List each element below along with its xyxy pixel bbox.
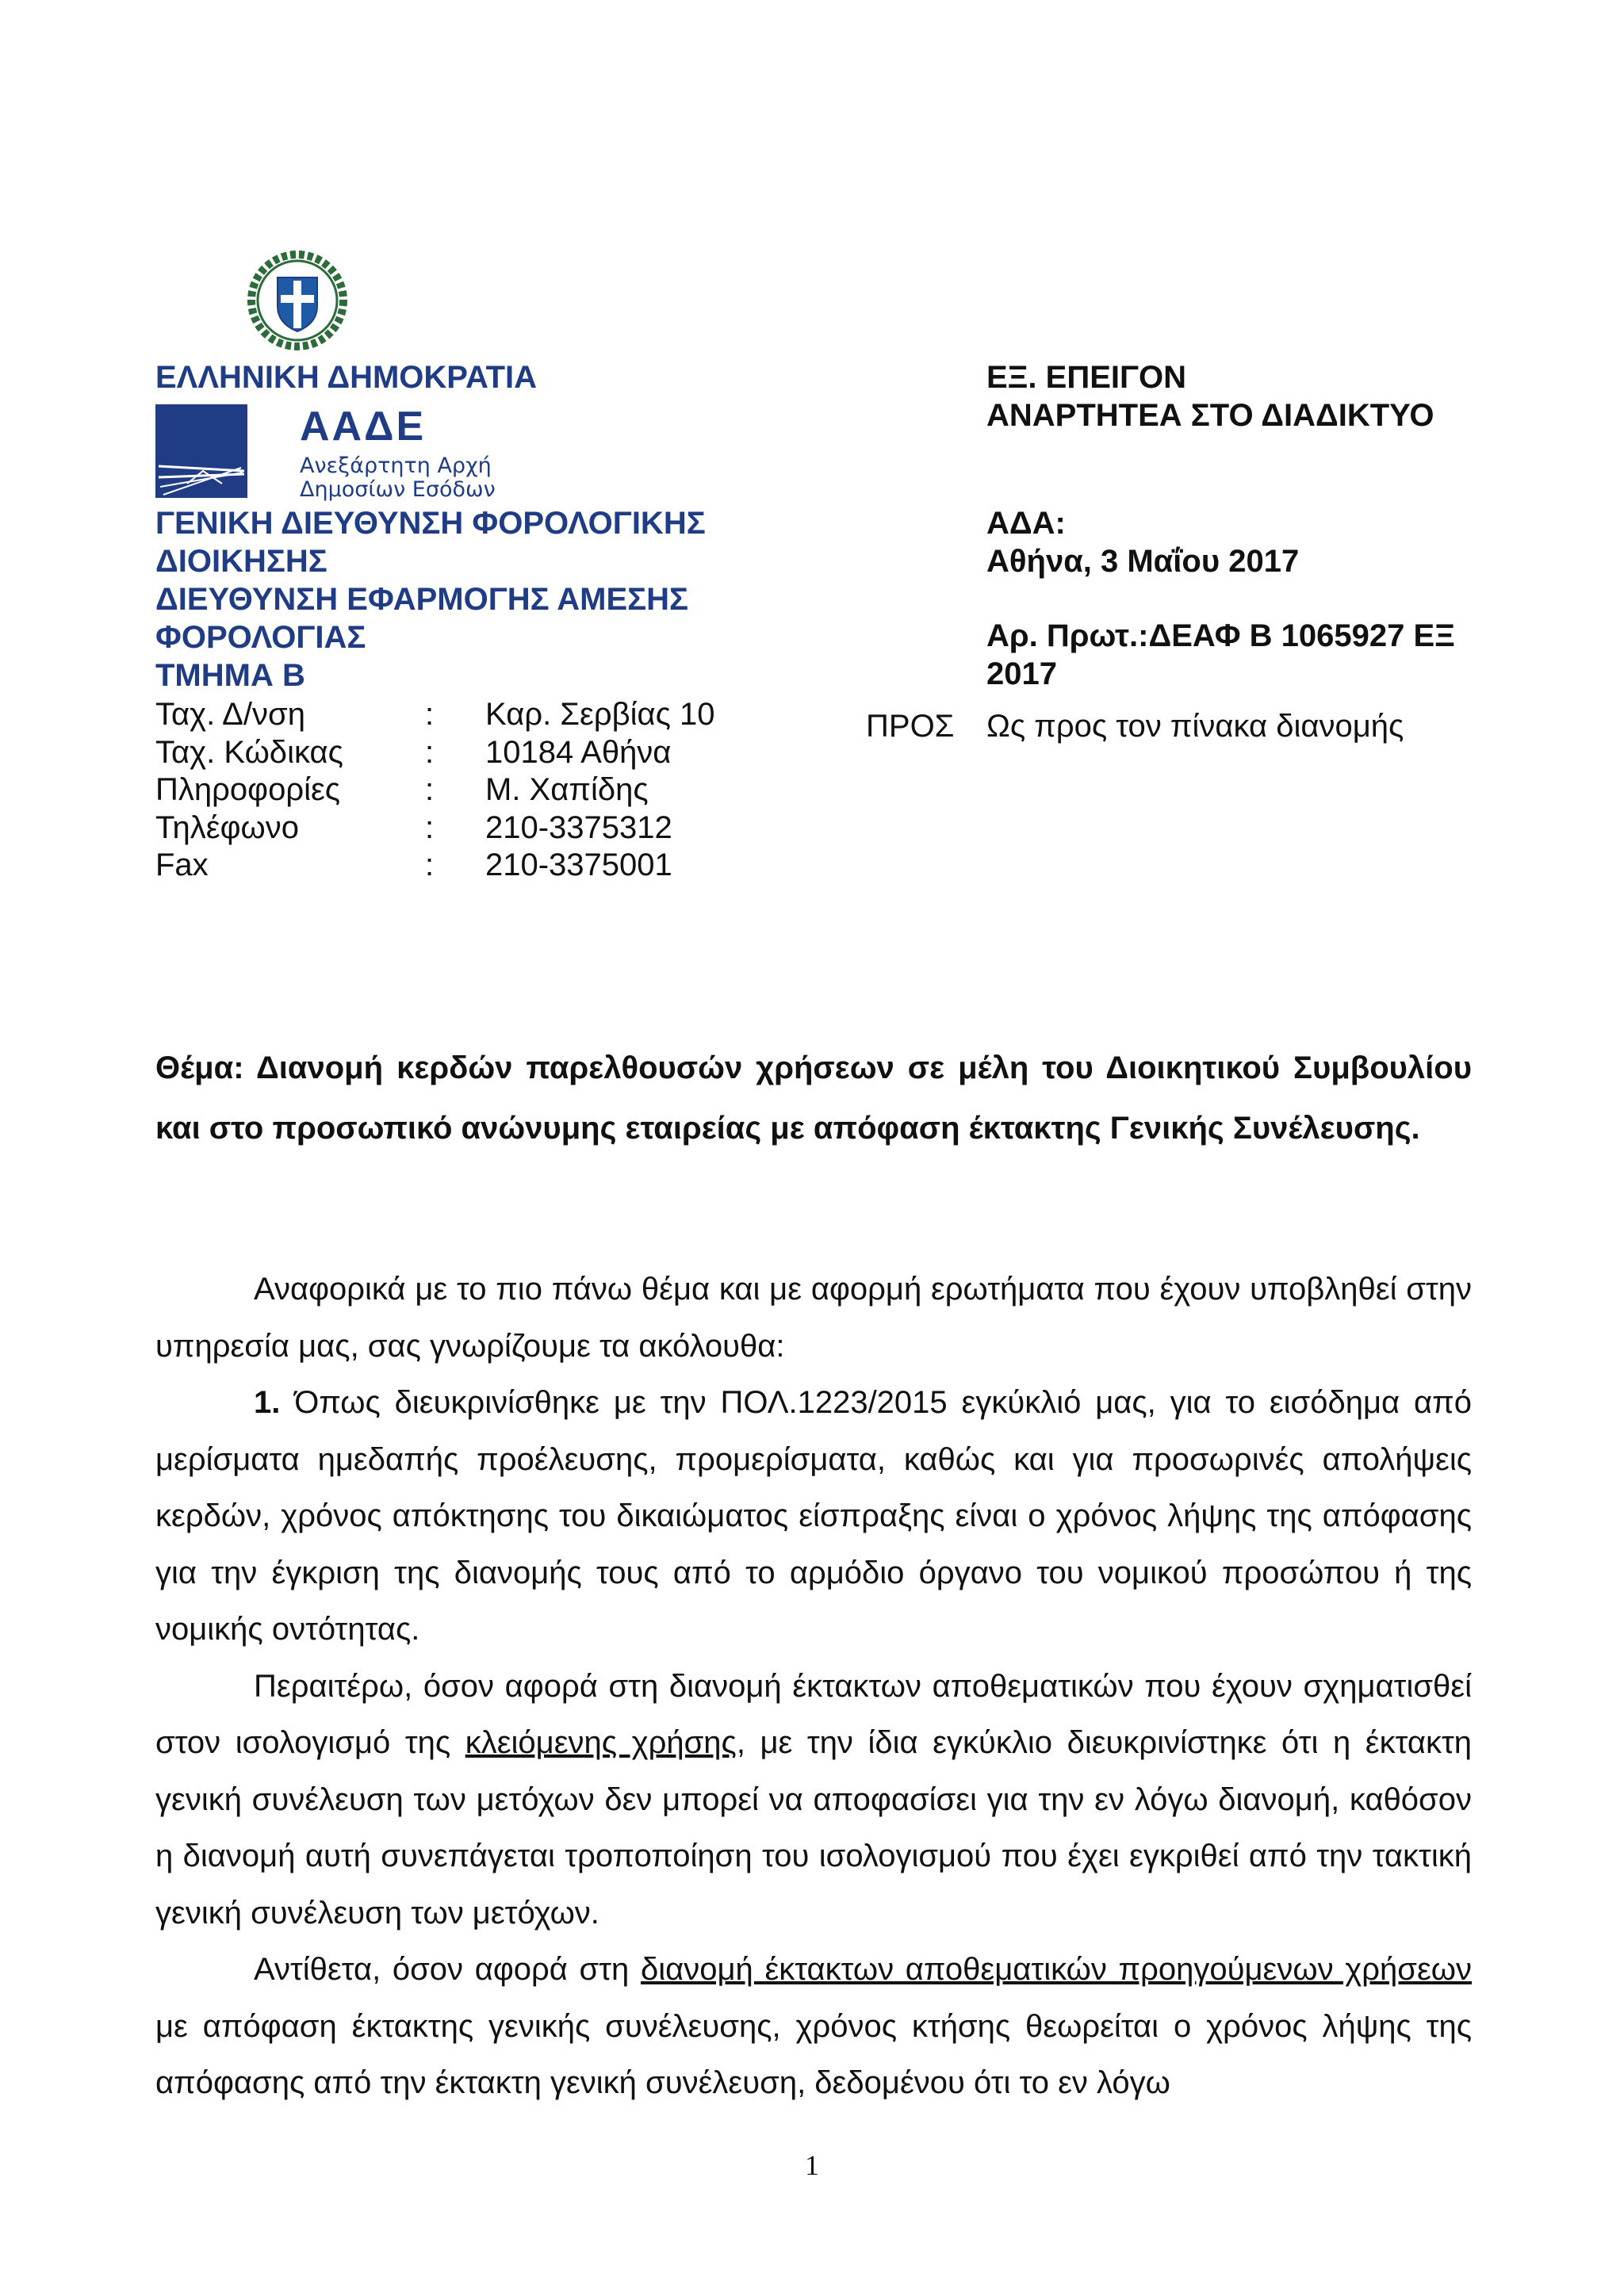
contact-colon: : [425, 734, 435, 770]
greek-emblem [247, 251, 347, 350]
document-ada-date [986, 504, 1494, 580]
contact-label: Fax [155, 848, 209, 882]
aade-tagline-2: Δημοσίων Εσόδων [300, 477, 496, 502]
aade-logo-mark [155, 404, 247, 498]
aade-logo [155, 404, 520, 502]
page-number: 1 [805, 2149, 819, 2181]
subject-line: Θέμα: Διανομή κερδών παρελθουσών χρήσεων σε μέλη του Διοικητικού Συμβουλίου και στο προσωπικό ανώνυμης εταιρείας με απόφαση έκτακτης Γενικής Συνέλευσης. [155, 1050, 1472, 1146]
contact-row [155, 847, 715, 885]
aade-acronym: ΑΑΔΕ [300, 404, 427, 450]
recipient-value: Ως προς τον πίνακα διανομής [986, 709, 1404, 744]
aade-tagline-1: Ανεξάρτητη Αρχή [300, 453, 492, 478]
letter-body [155, 1261, 1472, 2112]
paragraph-text: Περαιτέρω, όσον αφορά στη διανομή έκτακτων αποθεματικών που έχουν σχηματισθεί στον ισολογισμό της [155, 1668, 1472, 1760]
contact-row [155, 734, 715, 772]
underlined-phrase: κλειόμενης χρήσης [465, 1725, 737, 1760]
contact-colon: : [425, 697, 435, 732]
post-online-label: ΑΝΑΡΤΗΤΕΑ ΣΤΟ ΔΙΑΔΙΚΤΥΟ [986, 398, 1434, 433]
underlined-phrase: διανομή έκτακτων αποθεματικών προηγούμενων χρήσεων [640, 1952, 1473, 1987]
ada-label: ΑΔΑ: [986, 506, 1066, 541]
paragraph-2 [155, 1659, 1472, 1942]
contact-colon: : [425, 772, 435, 807]
urgency-label: ΕΞ. ΕΠΕΙΓΟΝ [986, 360, 1187, 395]
item-number: 1. [254, 1385, 281, 1420]
protocol-text: Αρ. Πρωτ.:ΔΕΑΦ Β 1065927 ΕΞ 2017 [986, 618, 1455, 691]
contact-row [155, 809, 715, 848]
paragraph-text: Αντίθετα, όσον αφορά στη [254, 1952, 641, 1987]
department-line: ΔΙΟΙΚΗΣΗΣ [155, 544, 327, 579]
protocol-number [986, 617, 1478, 693]
department-line: ΓΕΝΙΚΗ ΔΙΕΥΘΥΝΣΗ ΦΟΡΟΛΟΓΙΚΗΣ [155, 506, 706, 541]
contact-value: Μ. Χαπίδης [485, 772, 649, 807]
paragraph-3 [155, 1942, 1472, 2112]
republic-heading: ΕΛΛΗΝΙΚΗ ΔΗΜΟΚΡΑΤΙΑ [155, 360, 537, 395]
paragraph-text: , με την ίδια εγκύκλιο διευκρινίστηκε ότι η έκτακτη γενική συνέλευση των μετόχων δεν μπορεί να αποφασίσει για την εν λόγω διανομή, καθόσον η διανομή αυτή συνεπάγεται τροποποίηση του ισολογισμού που έχει εγκριθεί από την τακτική γενική συνέλευση των μετόχων. [155, 1725, 1472, 1931]
department-line: ΤΜΗΜΑ Β [155, 658, 305, 693]
contact-label: Τηλέφωνο [155, 809, 299, 845]
contact-colon: : [425, 848, 435, 882]
recipient-label: ΠΡΟΣ [866, 709, 955, 744]
contact-value: 210-3375001 [485, 848, 672, 882]
contact-value: 210-3375312 [485, 809, 672, 845]
contact-value: 10184 Αθήνα [485, 734, 672, 770]
contact-row [155, 771, 715, 809]
paragraph-text: με απόφαση έκτακτης γενικής συνέλευσης, χρόνος κτήσης θεωρείται ο χρόνος λήψης της απόφασης από την έκτακτη γενική συνέλευση, δεδομένου ότι το εν λόγω [155, 2008, 1472, 2100]
contact-label: Ταχ. Κώδικας [155, 734, 343, 770]
department-list [155, 504, 774, 695]
item-text: Όπως διευκρινίσθηκε με την ΠΟΛ.1223/2015 εγκύκλιό μας, για το εισόδημα από μερίσματα ημεδαπής προέλευσης, προμερίσματα, καθώς και για προσωρινές απολήψεις κερδών, χρόνος απόκτησης του δικαιώματος είσπραξης είναι ο χρόνος λήψης της απόφασης για την έγκριση της διανομής τους από το αρμόδιο όργανο του νομικού προσώπου ή της νομικής οντότητας. [155, 1385, 1472, 1647]
contact-label: Πληροφορίες [155, 772, 341, 807]
contact-row [155, 696, 715, 734]
document-date: Αθήνα, 3 Μαΐου 2017 [986, 544, 1300, 579]
contact-colon: : [425, 809, 435, 845]
issuer-block [155, 358, 758, 396]
paragraph-item-1 [155, 1375, 1472, 1659]
document-meta [986, 358, 1494, 434]
intro-paragraph: Αναφορικά με το πιο πάνω θέμα και με αφορμή ερωτήματα που έχουν υποβληθεί στην υπηρεσία μας, σας γνωρίζουμε τα ακόλουθα: [155, 1272, 1472, 1364]
contact-label: Ταχ. Δ/νση [155, 697, 305, 732]
department-line: ΔΙΕΥΘΥΝΣΗ ΕΦΑΡΜΟΓΗΣ ΑΜΕΣΗΣ [155, 582, 689, 617]
contact-value: Καρ. Σερβίας 10 [485, 697, 715, 732]
department-line: ΦΟΡΟΛΟΓΙΑΣ [155, 620, 366, 655]
contact-details [155, 696, 715, 885]
